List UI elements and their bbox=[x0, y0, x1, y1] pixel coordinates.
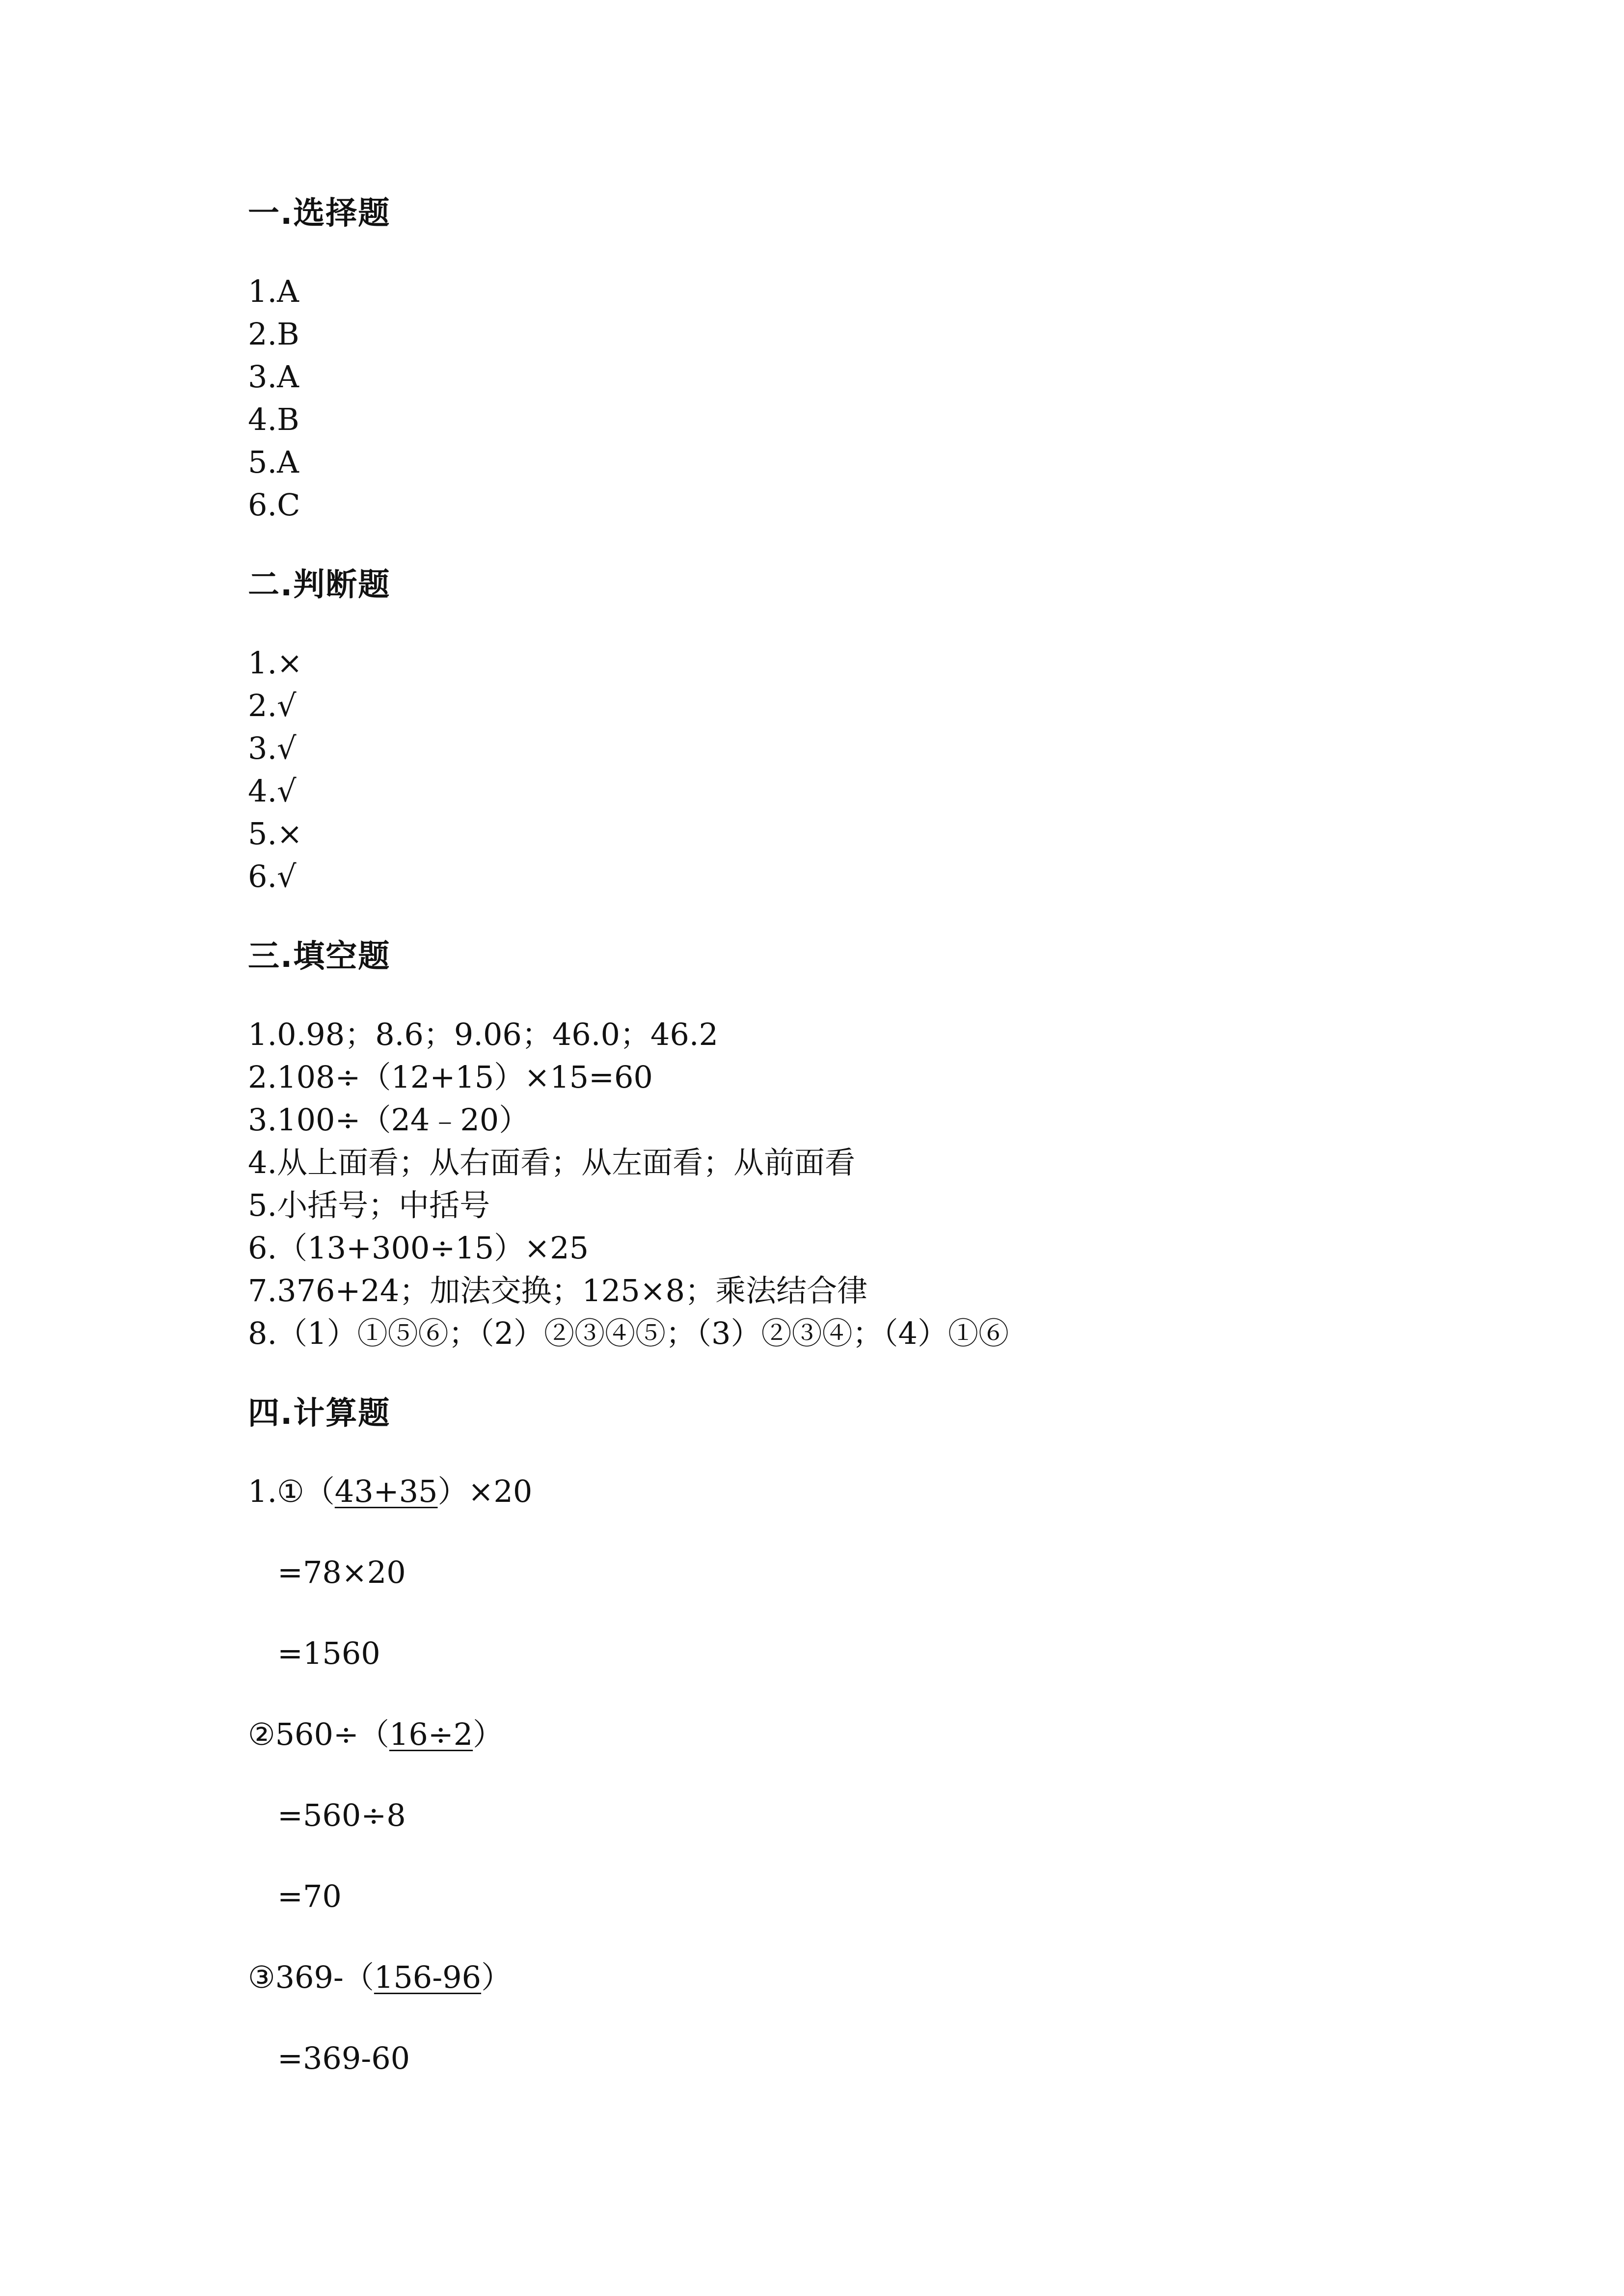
choice-answer-list bbox=[248, 270, 1524, 526]
list-item: 4.√ bbox=[248, 773, 297, 809]
calc-q1-step1: =78×20 bbox=[277, 1554, 406, 1590]
list-item: 1.0.98；8.6；9.06；46.0；46.2 bbox=[248, 1016, 718, 1052]
calc-text: ③369-（ bbox=[248, 1959, 374, 1995]
calc-text: 1.①（ bbox=[248, 1473, 335, 1509]
calc-q1-expression bbox=[248, 1470, 1524, 1513]
calc-underlined-part: 156-96 bbox=[374, 1959, 482, 1995]
calc-q3-step1: =369-60 bbox=[277, 2040, 410, 2076]
judge-answer-list bbox=[248, 641, 1524, 898]
section-title-fill: 三.填空题 bbox=[248, 938, 391, 975]
list-item: 5.小括号；中括号 bbox=[248, 1187, 490, 1223]
calc-q3-expression bbox=[248, 1956, 1524, 1999]
list-item: 2.B bbox=[248, 316, 299, 352]
list-item: 4.从上面看；从右面看；从左面看；从前面看 bbox=[248, 1145, 856, 1180]
list-item: 1.A bbox=[248, 273, 299, 309]
calc-q2-step2: =70 bbox=[277, 1878, 342, 1914]
calc-q2-step1: =560÷8 bbox=[277, 1797, 406, 1833]
calc-text: ） bbox=[473, 1716, 504, 1752]
list-item: 5.A bbox=[248, 444, 299, 480]
list-item: 4.B bbox=[248, 401, 299, 437]
section-title-judge: 二.判断题 bbox=[248, 567, 391, 603]
calc-underlined-part: 43+35 bbox=[334, 1473, 438, 1509]
list-item: 5.× bbox=[248, 816, 303, 852]
list-item: 6.C bbox=[248, 487, 300, 523]
list-item: 6.（13+300÷15）×25 bbox=[248, 1230, 589, 1266]
list-item: 3.100÷（24﹣20） bbox=[248, 1102, 530, 1138]
section-title-calc: 四.计算题 bbox=[248, 1395, 391, 1432]
list-item: 3.A bbox=[248, 359, 299, 395]
answer-content bbox=[248, 191, 1524, 2080]
section-title-choice: 一.选择题 bbox=[248, 195, 391, 232]
fill-answer-list bbox=[248, 1013, 1524, 1355]
list-item: 2.108÷（12+15）×15=60 bbox=[248, 1059, 653, 1095]
list-item: 6.√ bbox=[248, 858, 297, 894]
list-item: 2.√ bbox=[248, 688, 297, 723]
calc-q2-expression bbox=[248, 1713, 1524, 1756]
calc-text: ） bbox=[481, 1959, 512, 1995]
calc-q1-step2: =1560 bbox=[277, 1635, 380, 1671]
calc-text: ②560÷（ bbox=[248, 1716, 389, 1752]
list-item: 7.376+24；加法交换；125×8；乘法结合律 bbox=[248, 1273, 868, 1308]
list-item: 1.× bbox=[248, 645, 303, 681]
calc-underlined-part: 16÷2 bbox=[389, 1716, 473, 1752]
calc-text: ）×20 bbox=[437, 1473, 533, 1509]
list-item: 3.√ bbox=[248, 730, 297, 766]
list-item: 8.（1）①⑤⑥；（2）②③④⑤；（3）②③④；（4）①⑥ bbox=[248, 1315, 1009, 1351]
